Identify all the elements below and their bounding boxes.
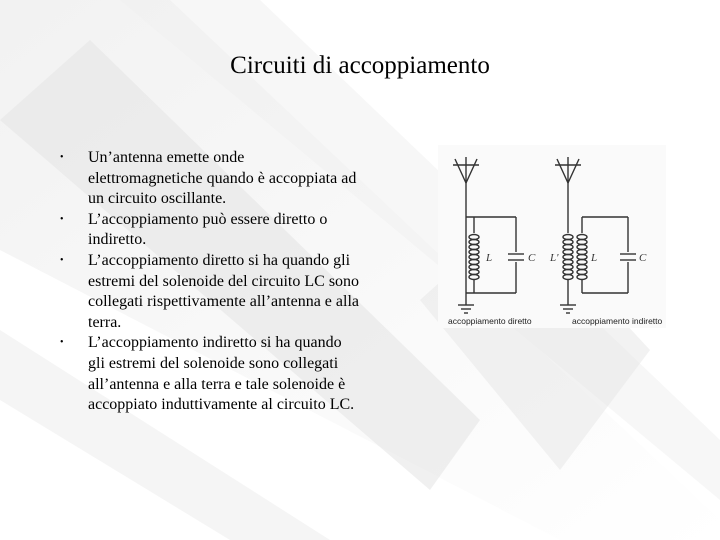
caption-indirect: accoppiamento indiretto [572,316,663,326]
bullet-list [60,148,360,416]
bullet-text: Un’antenna emette onde elettromagnetiche quando è accoppiata ad un circuito oscillante. [88,149,357,208]
bullet-item [60,251,360,333]
bullet-text: L’accoppiamento diretto si ha quando gli estremi del solenoide del circuito LC sono collegati rispettivamente all’antenna e alla terra. [88,251,360,331]
primary-coil-icon [563,235,573,280]
antenna-icon [453,157,479,185]
ground-icon [458,293,474,313]
bullet-dot: • [60,254,64,266]
bullet-text: L’accoppiamento può essere diretto o indiretto. [88,210,328,249]
coupling-circuits-figure [438,145,666,328]
capacitor-label-right: C [639,252,647,264]
bullet-item [60,148,360,210]
secondary-coil-icon [577,217,587,293]
antenna-icon [555,157,581,185]
capacitor-icon [508,254,524,260]
inductor-label-left: L [486,252,493,264]
capacitor-label-left: C [528,252,536,264]
capacitor-icon [620,254,636,260]
slide-title: Circuiti di accoppiamento [230,52,490,79]
bullet-item [60,333,360,415]
ground-icon [560,305,576,313]
primary-coil-label: L' [550,252,559,264]
bullet-item [60,210,360,251]
secondary-coil-label: L [591,252,598,264]
caption-direct: accoppiamento diretto [448,316,532,326]
bullet-dot: • [60,213,64,225]
inductor-icon [469,217,479,293]
bullet-dot: • [60,152,64,163]
bullet-text: L’accoppiamento indiretto si ha quando gli estremi del solenoide sono collegati all’antenna e alla terra e tale solenoide è accoppiato induttivamente al circuito LC. [88,334,355,414]
bullet-dot: • [60,337,64,349]
circuit-diagram [438,145,666,328]
